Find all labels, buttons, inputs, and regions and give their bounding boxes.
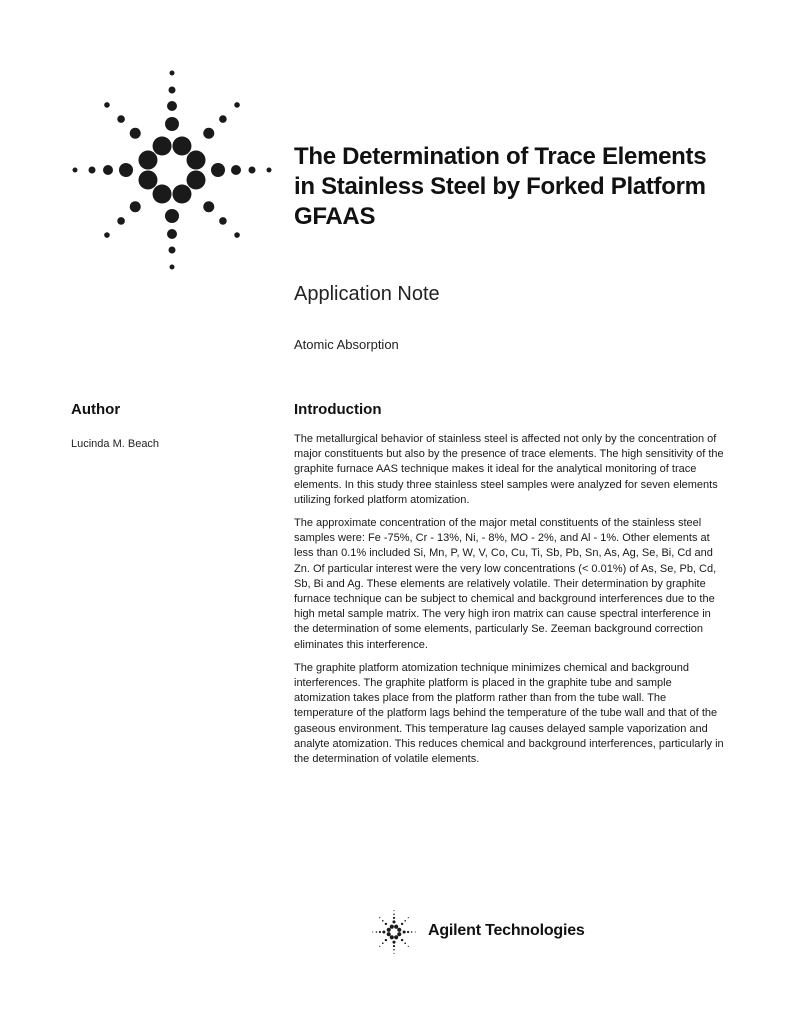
logo-dot [170,71,175,76]
logo-dot [372,931,373,932]
logo-dot [385,939,387,941]
logo-dot [392,920,395,923]
logo-dot [130,201,141,212]
logo-dot [397,928,401,932]
logo-dot [390,925,394,929]
logo-dot [103,165,113,175]
logo-dot [403,930,406,933]
logo-dot [392,941,395,944]
logo-dot [211,163,225,177]
logo-dot [415,931,416,932]
logo-dot [130,128,141,139]
logo-dot [407,931,409,933]
logo-dot [167,101,177,111]
logo-dot [187,170,206,189]
logo-dot [393,917,395,919]
logo-dot [387,928,391,932]
logo-dot [376,931,378,933]
logo-dot [117,115,125,123]
logo-dot [408,946,409,947]
logo-dot [219,115,227,123]
logo-dot [401,939,403,941]
logo-dot [382,920,384,922]
agilent-spark-logo-icon [72,70,272,270]
introduction-heading: Introduction [294,401,382,418]
logo-dot [170,265,175,270]
logo-dot [153,185,172,204]
logo-dot [393,953,394,954]
author-heading: Author [71,401,121,418]
logo-dot [393,914,395,916]
company-name: Agilent Technologies [428,922,585,939]
logo-dot [104,232,110,238]
logo-dot [267,168,272,173]
logo-dot [172,185,191,204]
logo-dot [397,932,401,936]
logo-dot [393,945,395,947]
body-paragraph: The graphite platform atomization technique minimizes chemical and background interferences. The graphite platform is placed in the graphite tube and sample atomization takes place from the platform rather than from the tube wall. The temperature of the platform lags behind the temperature of the tube wall and that of the gaseous environment. This temperature lag causes delayed sample vaporization and analyte atomization. This reduces chemical and background interferences, particularly in the determination of volatile elements. [294,661,724,766]
logo-dot [219,217,227,225]
logo-dot [401,923,403,925]
logo-dot [382,942,384,944]
logo-dot [138,151,157,170]
logo-dot [379,946,380,947]
body-paragraph: The approximate concentration of the major metal constituents of the stainless steel samples were: Fe -75%, Cr - 13%, Ni, - 8%, MO - 2%, and Al - 1%. Other elements at less than 0.1% included Si, Mn, P, W, V, Co, Cu, Ti, Sb, Pb, Sn, As, Ag, Se, Bi, Cd and Zn. Of particular interest were the very low concentrations (< 0.01%) of As, Se, Pb, Cd, Sb, Bi and Ag. These elements are relatively volatile. Their determination by graphite furnace technique can be subject to chemical and background interferences due to the high metal sample matrix. The very high iron matrix can cause spectral interference in the determination of some elements, particularly Se. Zeeman background correction eliminates this interference. [294,517,717,651]
logo-dot [203,201,214,212]
logo-dot [187,151,206,170]
logo-dot [89,167,96,174]
logo-dot [249,167,256,174]
logo-dot [393,949,395,951]
logo-dot [234,102,240,108]
footer-brand [372,910,632,954]
logo-dot [379,931,381,933]
logo-dot [382,930,385,933]
logo-dot [138,170,157,189]
logo-dot [393,910,394,911]
introduction-body [294,432,724,775]
logo-dot [167,229,177,239]
body-paragraph: The metallurgical behavior of stainless steel is affected not only by the concentration of major constituents but also by the presence of trace elements. The high sensitivity of the graphite furnace AAS technique makes it ideal for the analytical monitoring of trace elements. In this study three stainless steel samples were analyzed for seven elements utilizing forked platform atomization. [294,433,724,506]
document-category: Atomic Absorption [294,337,399,352]
logo-dot [169,87,176,94]
logo-dot [73,168,78,173]
logo-dot [394,935,398,939]
logo-dot [394,925,398,929]
logo-dot [153,136,172,155]
document-subtitle: Application Note [294,283,440,305]
logo-dot [408,917,409,918]
logo-dot [165,117,179,131]
author-name: Lucinda M. Beach [71,438,160,450]
logo-dot [411,931,413,933]
agilent-spark-icon [372,910,416,954]
logo-dot [231,165,241,175]
document-title-line: The Determination of Trace Elements [294,143,707,170]
logo-dot [234,232,240,238]
logo-dot [379,917,380,918]
logo-dot [119,163,133,177]
logo-dot [117,217,125,225]
logo-dot [172,136,191,155]
logo-dot [390,935,394,939]
logo-dot [203,128,214,139]
document-title [294,142,764,232]
document-title-line: GFAAS [294,203,376,230]
logo-dot [404,942,406,944]
logo-dot [387,932,391,936]
logo-dot [104,102,110,108]
logo-dot [404,920,406,922]
logo-dot [169,247,176,254]
logo-dot [165,209,179,223]
document-title-line: in Stainless Steel by Forked Platform [294,173,706,200]
logo-dot [385,923,387,925]
